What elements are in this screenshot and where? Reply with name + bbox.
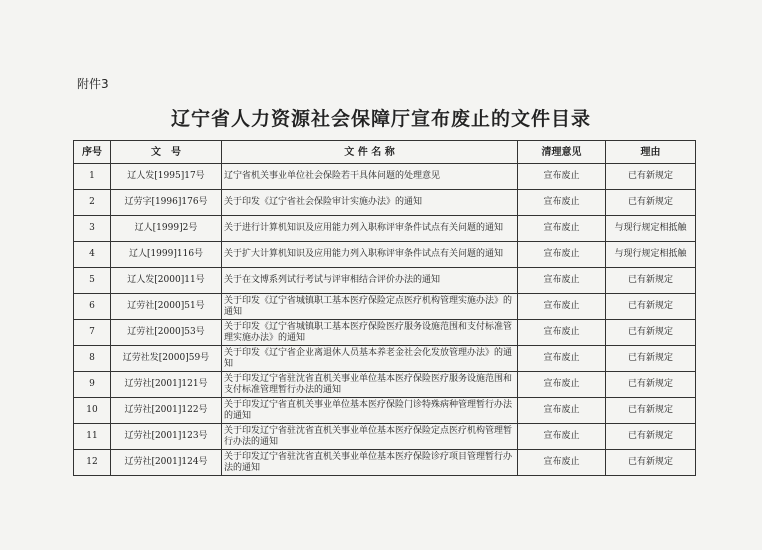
header-reason: 理由: [606, 141, 696, 164]
row-opinion: 宣布废止: [518, 424, 606, 450]
row-number: 3: [74, 216, 111, 242]
row-number: 8: [74, 346, 111, 372]
row-reason: 已有新规定: [606, 424, 696, 450]
row-reason: 已有新规定: [606, 164, 696, 190]
row-opinion: 宣布废止: [518, 242, 606, 268]
table-row: [74, 424, 696, 450]
row-opinion: 宣布废止: [518, 320, 606, 346]
row-reason: 已有新规定: [606, 268, 696, 294]
table-row: [74, 216, 696, 242]
row-doc-number: 辽人[1999]116号: [111, 242, 222, 268]
row-doc-number: 辽劳社发[2000]59号: [111, 346, 222, 372]
row-opinion: 宣布废止: [518, 450, 606, 476]
row-reason: 已有新规定: [606, 294, 696, 320]
header-doc-number: 文 号: [111, 141, 222, 164]
row-doc-name: 关于在文博系列试行考试与评审相结合评价办法的通知: [222, 268, 518, 294]
row-doc-number: 辽人[1999]2号: [111, 216, 222, 242]
header-doc-name: 文 件 名 称: [222, 141, 518, 164]
table-row: [74, 346, 696, 372]
row-doc-number: 辽劳社[2001]121号: [111, 372, 222, 398]
row-doc-number: 辽人发[2000]11号: [111, 268, 222, 294]
row-number: 7: [74, 320, 111, 346]
row-reason: 与现行规定相抵触: [606, 216, 696, 242]
row-doc-name: 关于印发《辽宁省城镇职工基本医疗保险医疗服务设施范围和支付标准管理实施办法》的通知: [222, 320, 518, 346]
row-doc-name: 关于印发辽宁省驻沈省直机关事业单位基本医疗保险定点医疗机构管理暂行办法的通知: [222, 424, 518, 450]
page-title: 辽宁省人力资源社会保障厅宣布废止的文件目录: [170, 108, 591, 130]
row-opinion: 宣布废止: [518, 216, 606, 242]
table-row: [74, 320, 696, 346]
row-number: 6: [74, 294, 111, 320]
row-number: 10: [74, 398, 111, 424]
attachment-label: 附件3: [77, 77, 109, 91]
table-header-row: [74, 141, 696, 164]
row-doc-number: 辽劳社[2001]124号: [111, 450, 222, 476]
row-doc-name: 关于印发《辽宁省城镇职工基本医疗保险定点医疗机构管理实施办法》的通知: [222, 294, 518, 320]
row-reason: 已有新规定: [606, 398, 696, 424]
row-doc-number: 辽人发[1995]17号: [111, 164, 222, 190]
header-opinion: 清理意见: [518, 141, 606, 164]
row-reason: 已有新规定: [606, 320, 696, 346]
row-opinion: 宣布废止: [518, 346, 606, 372]
row-doc-name: 关于扩大计算机知识及应用能力列入职称评审条件试点有关问题的通知: [222, 242, 518, 268]
document-table: [73, 140, 696, 476]
table-row: [74, 450, 696, 476]
table-row: [74, 398, 696, 424]
row-doc-number: 辽劳社[2000]53号: [111, 320, 222, 346]
row-opinion: 宣布废止: [518, 164, 606, 190]
row-number: 2: [74, 190, 111, 216]
row-doc-name: 关于印发《辽宁省社会保险审计实施办法》的通知: [222, 190, 518, 216]
table-row: [74, 372, 696, 398]
row-reason: 已有新规定: [606, 346, 696, 372]
table-row: [74, 190, 696, 216]
row-opinion: 宣布废止: [518, 398, 606, 424]
row-doc-name: 关于印发辽宁省驻沈省直机关事业单位基本医疗保险诊疗项目管理暂行办法的通知: [222, 450, 518, 476]
row-number: 5: [74, 268, 111, 294]
row-number: 11: [74, 424, 111, 450]
row-number: 9: [74, 372, 111, 398]
row-reason: 与现行规定相抵触: [606, 242, 696, 268]
row-opinion: 宣布废止: [518, 190, 606, 216]
row-opinion: 宣布废止: [518, 372, 606, 398]
row-doc-name: 关于进行计算机知识及应用能力列入职称评审条件试点有关问题的通知: [222, 216, 518, 242]
row-opinion: 宣布废止: [518, 268, 606, 294]
row-doc-name: 关于印发辽宁省驻沈省直机关事业单位基本医疗保险医疗服务设施范围和支付标准管理暂行办法的通知: [222, 372, 518, 398]
row-reason: 已有新规定: [606, 190, 696, 216]
row-reason: 已有新规定: [606, 372, 696, 398]
table-row: [74, 268, 696, 294]
row-number: 4: [74, 242, 111, 268]
table-row: [74, 294, 696, 320]
row-number: 12: [74, 450, 111, 476]
row-doc-number: 辽劳社[2001]123号: [111, 424, 222, 450]
table-row: [74, 164, 696, 190]
row-reason: 已有新规定: [606, 450, 696, 476]
row-doc-name: 关于印发辽宁省直机关事业单位基本医疗保险门诊特殊病种管理暂行办法的通知: [222, 398, 518, 424]
row-doc-number: 辽劳社[2001]122号: [111, 398, 222, 424]
row-doc-number: 辽劳社[2000]51号: [111, 294, 222, 320]
row-number: 1: [74, 164, 111, 190]
table-row: [74, 242, 696, 268]
row-doc-name: 辽宁省机关事业单位社会保险若干具体问题的处理意见: [222, 164, 518, 190]
row-doc-number: 辽劳字[1996]176号: [111, 190, 222, 216]
row-doc-name: 关于印发《辽宁省企业离退休人员基本养老金社会化发放管理办法》的通知: [222, 346, 518, 372]
row-opinion: 宣布废止: [518, 294, 606, 320]
header-no: 序号: [74, 141, 111, 164]
